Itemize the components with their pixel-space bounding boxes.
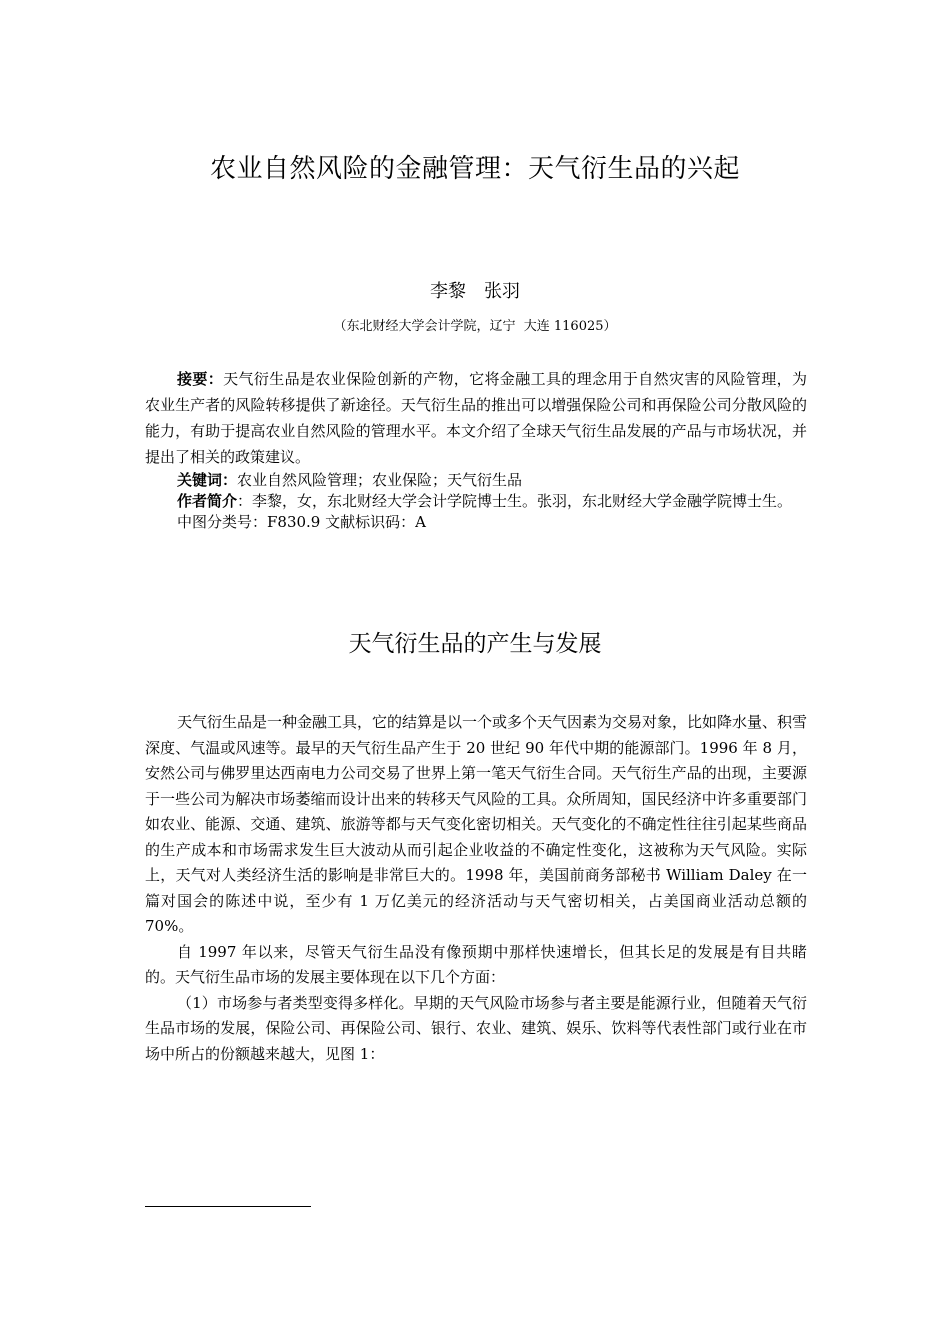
section-body <box>145 710 807 1067</box>
classification-line: 中图分类号：F830.9 文献标识码：A <box>177 513 426 531</box>
body-paragraph: （1）市场参与者类型变得多样化。早期的天气风险市场参与者主要是能源行业，但随着天气衍生品市场的发展，保险公司、再保险公司、银行、农业、建筑、娱乐、饮料等代表性部门或行业在市场中所占的份额越来越大，见图 1： <box>145 993 807 1063</box>
abstract-block <box>145 366 807 533</box>
footnote-separator <box>145 1206 311 1207</box>
keywords-text: 农业自然风险管理；农业保险；天气衍生品 <box>237 471 523 489</box>
abstract-paragraph <box>145 366 807 470</box>
author-affiliation: （东北财经大学会计学院，辽宁 大连 116025） <box>333 319 617 334</box>
author-bio-line <box>145 491 807 512</box>
author-names: 李黎 张羽 <box>430 281 520 302</box>
section-heading: 天气衍生品的产生与发展 <box>348 631 602 657</box>
body-paragraph: 自 1997 年以来，尽管天气衍生品没有像预期中那样快速增长，但其长足的发展是有目共睹的。天气衍生品市场的发展主要体现在以下几个方面： <box>145 942 807 986</box>
author-bio-text: ：李黎，女，东北财经大学会计学院博士生。张羽，东北财经大学金融学院博士生。 <box>237 492 793 510</box>
paper-title: 农业自然风险的金融管理：天气衍生品的兴起 <box>209 154 740 184</box>
keywords-line <box>145 470 807 491</box>
abstract-label: 接要： <box>177 370 224 388</box>
author-bio-label: 作者简介 <box>177 492 238 510</box>
body-paragraph: 天气衍生品是一种金融工具，它的结算是以一个或多个天气因素为交易对象，比如降水量、积雪深度、气温或风速等。最早的天气衍生品产生于 20 世纪 90 年代中期的能源部门。1996 年 8 月，安然公司与佛罗里达西南电力公司交易了世界上第一笔天气衍生合同。天气衍生产品的出现，主要源于一些公司为解决市场萎缩而设计出来的转移天气风险的工具。众所周知，国民经济中许多重要部门如农业、能源、交通、建筑、旅游等都与天气变化密切相关。天气变化的不确定性往往引起某些商品的生产成本和市场需求发生巨大波动从而引起企业收益的不确定性变化，这被称为天气风险。实际上，天气对人类经济生活的影响是非常巨大的。1998 年，美国前商务部秘书 William Daley 在一篇对国会的陈述中说，至少有 1 万亿美元的经济活动与天气密切相关，占美国商业活动总额的 70%。 <box>145 713 808 935</box>
abstract-text: 天气衍生品是农业保险创新的产物，它将金融工具的理念用于自然灾害的风险管理，为农业生产者的风险转移提供了新途径。天气衍生品的推出可以增强保险公司和再保险公司分散风险的能力，有助于提高农业自然风险的管理水平。本文介绍了全球天气衍生品发展的产品与市场状况，并提出了相关的政策建议。 <box>145 370 807 466</box>
keywords-label: 关键词： <box>177 471 238 489</box>
